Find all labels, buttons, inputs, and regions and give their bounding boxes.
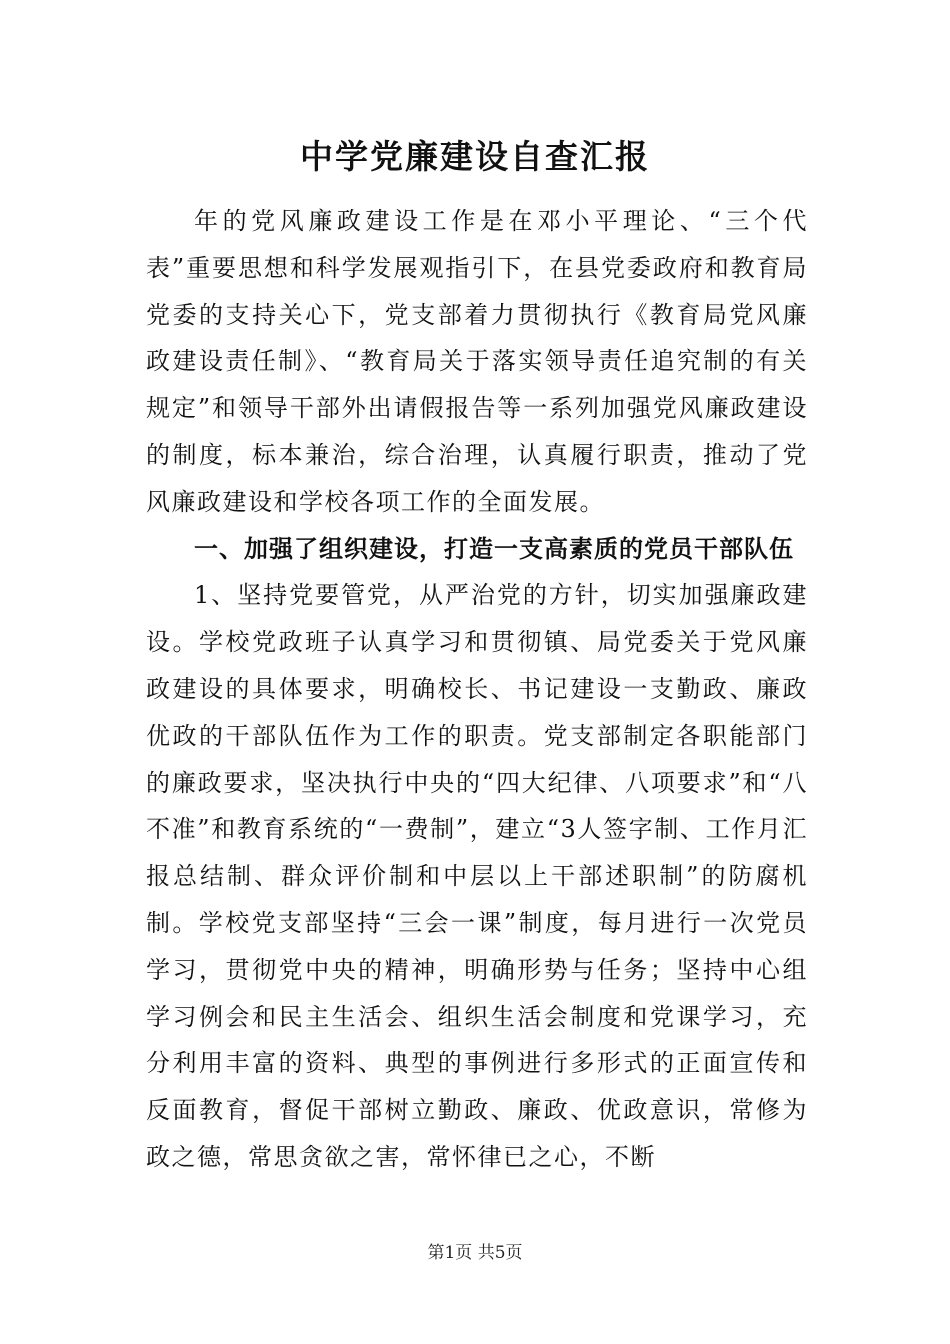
- document-body: [146, 198, 808, 1181]
- intro-paragraph: 年的党风廉政建设工作是在邓小平理论、“三个代表”重要思想和科学发展观指引下，在县党委政府和教育局党委的支持关心下，党支部着力贯彻执行《教育局党风廉政建设责任制》、“教育局关于落实领导责任追究制的有关规定”和领导干部外出请假报告等一系列加强党风廉政建设的制度，标本兼治，综合治理，认真履行职责，推动了党风廉政建设和学校各项工作的全面发展。: [146, 207, 808, 516]
- page-number-footer: 第1页 共5页: [427, 1243, 523, 1263]
- section-paragraph: 1、坚持党要管党，从严治党的方针，切实加强廉政建设。学校党政班子认真学习和贯彻镇、局党委关于党风廉政建设的具体要求，明确校长、书记建设一支勤政、廉政优政的干部队伍作为工作的职责。党支部制定各职能部门的廉政要求，坚决执行中央的“四大纪律、八项要求”和“八不准”和教育系统的“一费制”，建立“3人签字制、工作月汇报总结制、群众评价制和中层以上干部述职制”的防腐机制。学校党支部坚持“三会一课”制度，每月进行一次党员学习，贯彻党中央的精神，明确形势与任务；坚持中心组学习例会和民主生活会、组织生活会制度和党课学习，充分利用丰富的资料、典型的事例进行多形式的正面宣传和反面教育，督促干部树立勤政、廉政、优政意识，常修为政之德，常思贪欲之害，常怀律已之心，不断: [146, 581, 808, 1171]
- section-heading: 一、加强了组织建设，打造一支高素质的党员干部队伍: [194, 534, 794, 563]
- document-title: 中学党廉建设自查汇报: [300, 137, 650, 176]
